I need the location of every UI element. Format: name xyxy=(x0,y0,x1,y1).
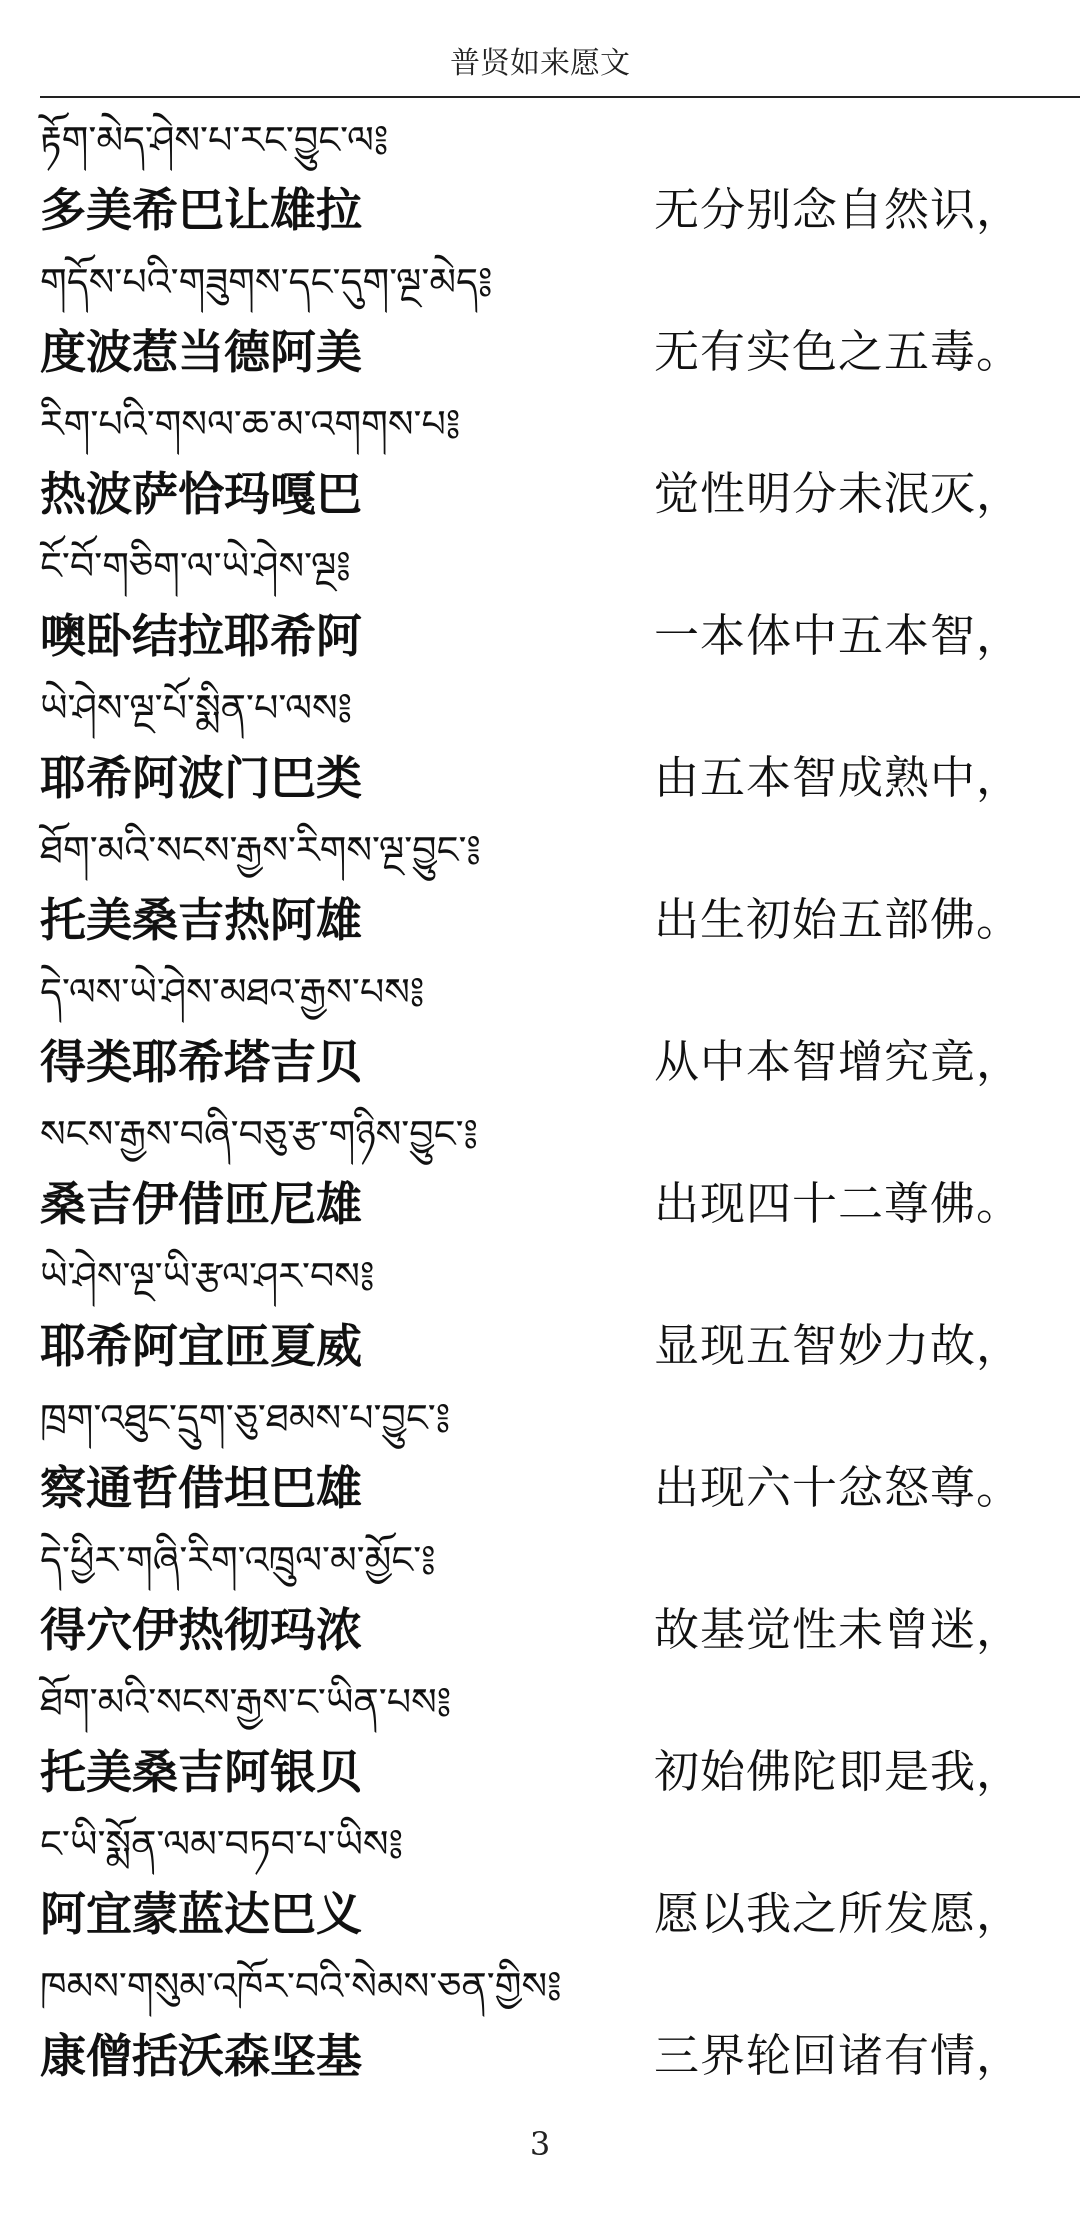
verse-row xyxy=(40,112,1070,254)
translation-line: 出现六十忿怒尊。 xyxy=(654,1461,1023,1514)
tibetan-line: རིག་པའི་གསལ་ཆ་མ་འགགས་པ༔ xyxy=(40,402,461,446)
tibetan-line: ཐོག་མའི་སངས་རྒྱས་ང་ཡིན་པས༔ xyxy=(40,1680,452,1724)
translation-line: 无有实色之五毒。 xyxy=(654,325,1023,378)
verse-row xyxy=(40,1248,1070,1390)
verse-row xyxy=(40,1816,1070,1958)
pronunciation-line: 阿宜蒙蓝达巴义 xyxy=(40,1887,362,1941)
tibetan-line: ཡེ་ཤེས་ལྔ་ཡི་རྩལ་ཤར་བས༔ xyxy=(40,1254,375,1298)
verse-row xyxy=(40,1674,1070,1816)
verse-row xyxy=(40,396,1070,538)
verse-row xyxy=(40,680,1070,822)
tibetan-line: སངས་རྒྱས་བཞི་བཅུ་རྩ་གཉིས་བྱུང་༔ xyxy=(40,1112,478,1156)
verse-row xyxy=(40,1390,1070,1532)
translation-line: 初始佛陀即是我， xyxy=(654,1745,1023,1798)
translation-line: 愿以我之所发愿， xyxy=(654,1887,1023,1940)
verse-row xyxy=(40,254,1070,396)
pronunciation-line: 噢卧结拉耶希阿 xyxy=(40,609,362,663)
translation-line: 一本体中五本智， xyxy=(654,609,1023,662)
pronunciation-line: 得类耶希塔吉贝 xyxy=(40,1035,362,1089)
pronunciation-line: 托美桑吉阿银贝 xyxy=(40,1745,362,1799)
page-header xyxy=(40,0,1080,98)
verse-row xyxy=(40,964,1070,1106)
tibetan-line: རྟོག་མེད་ཤེས་པ་རང་བྱུང་ལ༔ xyxy=(40,118,389,162)
tibetan-line: ངོ་བོ་གཅིག་ལ་ཡེ་ཤེས་ལྔ༔ xyxy=(40,544,351,588)
verse-row xyxy=(40,538,1070,680)
pronunciation-line: 察通哲借坦巴雄 xyxy=(40,1461,362,1515)
pronunciation-line: 桑吉伊借匝尼雄 xyxy=(40,1177,362,1231)
translation-line: 三界轮回诸有情， xyxy=(654,2029,1023,2082)
pronunciation-line: 热波萨恰玛嘎巴 xyxy=(40,467,362,521)
pronunciation-line: 多美希巴让雄拉 xyxy=(40,183,362,237)
translation-line: 显现五智妙力故， xyxy=(654,1319,1023,1372)
page-title: 普贤如来愿文 xyxy=(450,46,630,81)
pronunciation-line: 托美桑吉热阿雄 xyxy=(40,893,362,947)
pronunciation-line: 度波惹当德阿美 xyxy=(40,325,362,379)
translation-line: 故基觉性未曾迷， xyxy=(654,1603,1023,1656)
translation-line: 无分别念自然识， xyxy=(654,183,1023,236)
pronunciation-line: 耶希阿宜匝夏威 xyxy=(40,1319,362,1373)
translation-line: 觉性明分未泯灭， xyxy=(654,467,1023,520)
translation-line: 出现四十二尊佛。 xyxy=(654,1177,1023,1230)
verse-list xyxy=(40,112,1070,2100)
tibetan-line: ཡེ་ཤེས་ལྔ་པོ་སྨིན་པ་ལས༔ xyxy=(40,686,353,730)
verse-row xyxy=(40,1958,1070,2100)
pronunciation-line: 康僧括沃森坚基 xyxy=(40,2029,362,2083)
verse-row xyxy=(40,822,1070,964)
page-number: 3 xyxy=(529,2125,551,2163)
tibetan-line: དེ་ཕྱིར་གཞི་རིག་འཁྲུལ་མ་མྱོང་༔ xyxy=(40,1538,436,1582)
pronunciation-line: 耶希阿波门巴类 xyxy=(40,751,362,805)
tibetan-line: ཐོག་མའི་སངས་རྒྱས་རིགས་ལྔ་བྱུང་༔ xyxy=(40,828,481,872)
translation-line: 由五本智成熟中， xyxy=(654,751,1023,804)
tibetan-line: ང་ཡི་སྨོན་ལམ་བཏབ་པ་ཡིས༔ xyxy=(40,1822,404,1866)
tibetan-line: ཁམས་གསུམ་འཁོར་བའི་སེམས་ཅན་གྱིས༔ xyxy=(40,1964,562,2008)
translation-line: 出生初始五部佛。 xyxy=(654,893,1023,946)
verse-row xyxy=(40,1532,1070,1674)
translation-line: 从中本智增究竟， xyxy=(654,1035,1023,1088)
pronunciation-line: 得穴伊热彻玛浓 xyxy=(40,1603,362,1657)
verse-row xyxy=(40,1106,1070,1248)
tibetan-line: གདོས་པའི་གཟུགས་དང་དུག་ལྔ་མེད༔ xyxy=(40,260,493,304)
tibetan-line: ཁྲག་འཐུང་དྲུག་ཅུ་ཐམས་པ་བྱུང་༔ xyxy=(40,1396,451,1440)
tibetan-line: དེ་ལས་ཡེ་ཤེས་མཐའ་རྒྱས་པས༔ xyxy=(40,970,425,1014)
